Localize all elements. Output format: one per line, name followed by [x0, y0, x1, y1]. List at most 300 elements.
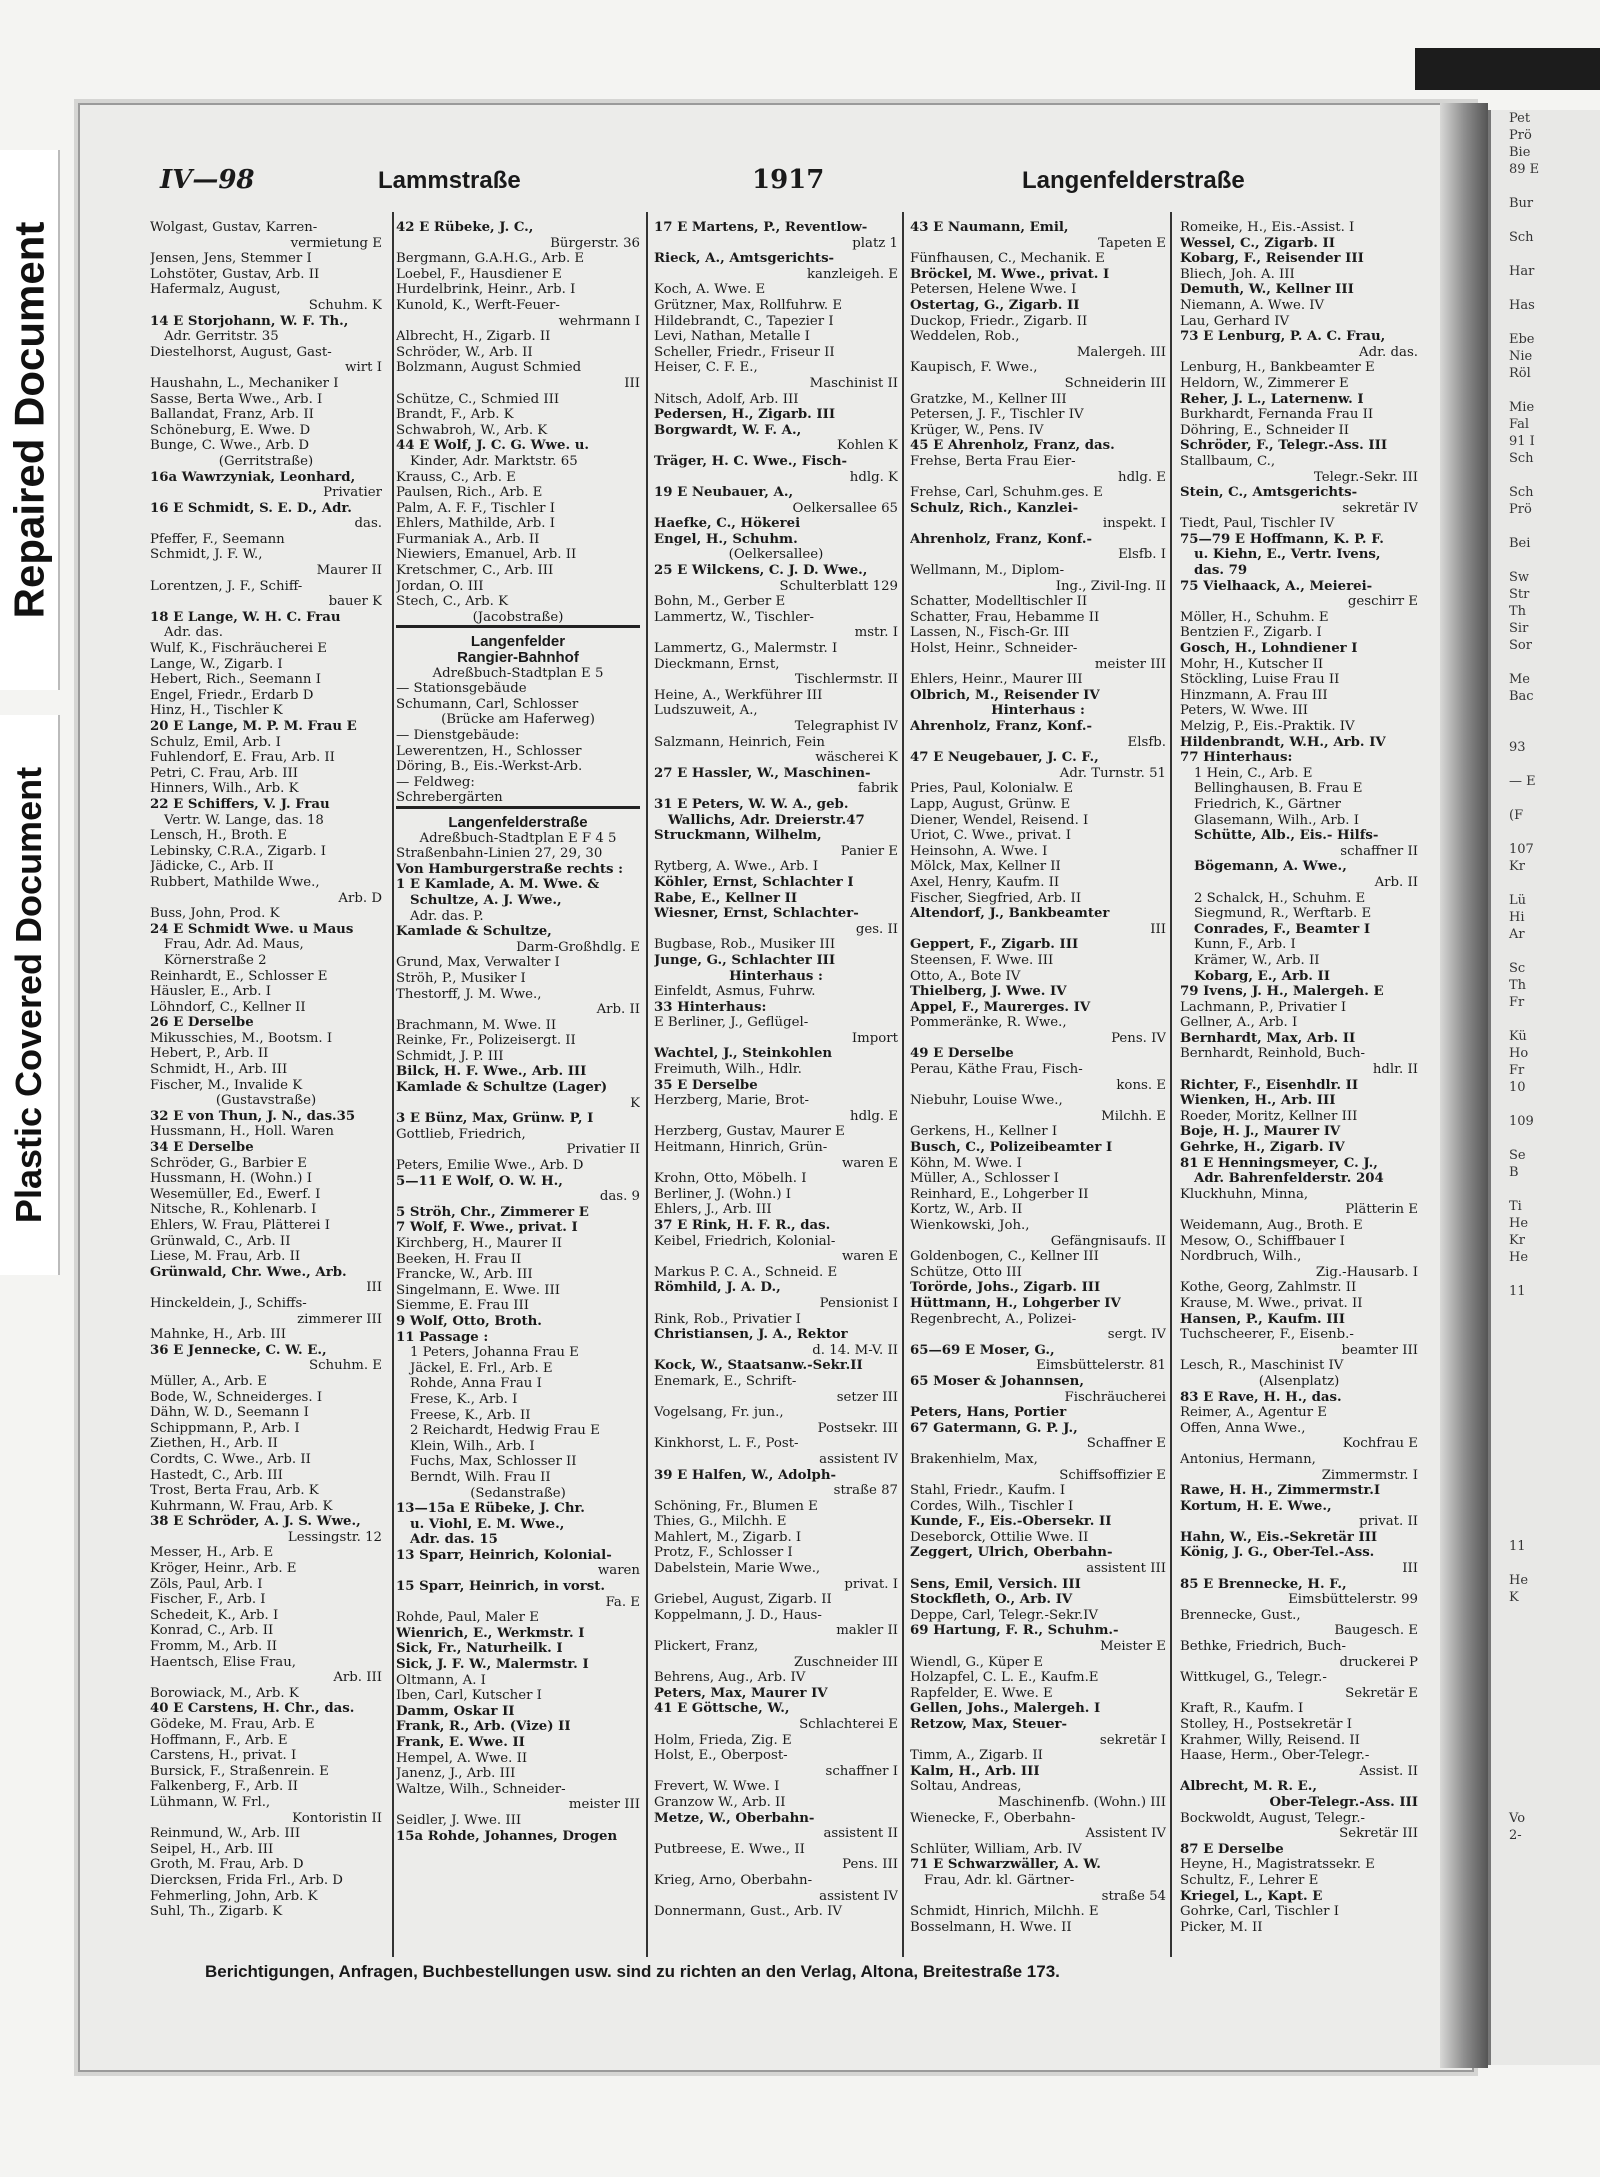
directory-entry: zimmerer III	[297, 1311, 382, 1327]
directory-entry: Malergeh. III	[1076, 344, 1166, 360]
directory-entry: Maschinist II	[809, 375, 898, 391]
next-page-fragment: Pet	[1509, 111, 1531, 126]
directory-entry: Frevert, W. Wwe. I	[654, 1779, 780, 1795]
directory-entry: Freimuth, Wilh., Hdlr.	[654, 1062, 802, 1078]
directory-entry: Hansen, P., Kaufm. III	[1180, 1311, 1345, 1327]
directory-entry: Arb. II	[596, 1002, 640, 1018]
directory-entry: Pommeränke, R. Wwe.,	[910, 1015, 1067, 1031]
directory-entry: Haefke, C., Hökerei	[654, 516, 801, 532]
next-page-fragment	[1491, 1487, 1600, 1504]
directory-entry: Mahnke, H., Arb. III	[150, 1327, 287, 1343]
directory-entry: privat. II	[1359, 1514, 1418, 1530]
next-page-fragment	[1491, 1691, 1600, 1708]
next-page-fragment: K	[1509, 1590, 1519, 1605]
next-page-fragment: Me	[1509, 672, 1531, 687]
directory-entry: Einfeldt, Asmus, Fuhrw.	[654, 984, 816, 1000]
directory-entry: ges. II	[855, 921, 898, 937]
directory-entry: Adr. Gerritstr. 35	[164, 329, 279, 345]
header-year: 1917	[752, 165, 825, 195]
next-page-fragment: He	[1509, 1573, 1529, 1588]
next-page-fragment	[1491, 552, 1600, 569]
directory-entry: Lessingstr. 12	[287, 1529, 382, 1545]
directory-entry: Kinder, Adr. Marktstr. 65	[410, 453, 578, 469]
directory-entry: Scheller, Friedr., Friseur II	[654, 344, 835, 360]
directory-entry: Paulsen, Rich., Arb. E	[396, 485, 543, 501]
next-page-fragment: Lü	[1509, 893, 1527, 908]
directory-entry: 34 E Derselbe	[150, 1140, 254, 1156]
book-gutter	[1440, 103, 1488, 2068]
directory-entry: Berliner, J. (Wohn.) I	[654, 1186, 792, 1202]
directory-entry: Heiser, C. F. E.,	[654, 360, 758, 376]
directory-entry: Stöckling, Luise Frau II	[1180, 672, 1340, 688]
directory-entry: Kortz, W., Arb. II	[910, 1202, 1023, 1218]
next-page-edge	[1488, 110, 1600, 2065]
next-page-fragment	[1491, 246, 1600, 263]
directory-entry: Pens. IV	[1111, 1030, 1166, 1046]
directory-entry: Engel, Friedr., Erdarb D	[150, 687, 314, 703]
directory-entry: Schröder, G., Barbier E	[150, 1155, 308, 1171]
directory-entry: Goldenbogen, C., Kellner III	[910, 1249, 1099, 1265]
directory-entry: Frehse, Berta Frau Eier-	[910, 453, 1076, 469]
next-page-fragment	[1491, 280, 1600, 297]
directory-entry: Kothe, Georg, Zahlmstr. II	[1180, 1280, 1357, 1296]
directory-entry: Tapeten E	[1098, 235, 1166, 251]
directory-entry: Uriot, C. Wwe., privat. I	[910, 828, 1071, 844]
directory-entry: Reinke, Fr., Polizeisergt. II	[396, 1033, 576, 1049]
directory-entry: Arb. D	[338, 890, 382, 906]
directory-entry: Koch, A. Wwe. E	[654, 282, 766, 298]
directory-entry: Reher, J. L., Laternenw. I	[1180, 391, 1364, 407]
directory-entry: Zimmermstr. I	[1321, 1467, 1418, 1483]
directory-entry: 75 Vielhaack, A., Meierei-	[1180, 578, 1373, 594]
next-page-fragment: B	[1509, 1165, 1519, 1180]
directory-entry: Frank, R., Arb. (Vize) II	[396, 1719, 571, 1735]
directory-entry: 32 E von Thun, J. N., das.35	[150, 1108, 356, 1124]
directory-entry: Bentzien F., Zigarb. I	[1180, 625, 1322, 641]
directory-entry: Darm-Großhdlg. E	[516, 939, 640, 955]
directory-entry: III	[624, 375, 640, 391]
directory-entry: Pfeffer, F., Seemann	[150, 531, 285, 547]
directory-entry: Ehlers, J., Arb. III	[654, 1202, 772, 1218]
directory-entry: Stallbaum, C.,	[1180, 453, 1276, 469]
directory-entry: Kobarg, F., Reisender III	[1180, 251, 1364, 267]
directory-entry: Lühmann, W. Frl.,	[150, 1794, 271, 1810]
directory-entry: wehrmann I	[558, 313, 640, 329]
directory-entry: Wiesner, Ernst, Schlachter-	[654, 906, 859, 922]
directory-entry: Heldorn, W., Zimmerer E	[1180, 375, 1349, 391]
directory-entry: Vogelsang, Fr. jun.,	[654, 1405, 784, 1421]
directory-entry: Hinckeldein, J., Schiffs-	[150, 1295, 307, 1311]
next-page-fragment	[1491, 1402, 1600, 1419]
directory-entry: 41 E Göttsche, W.,	[654, 1701, 790, 1717]
directory-entry: Schumann, Carl, Schlosser	[396, 696, 579, 712]
directory-entry: Berndt, Wilh. Frau II	[410, 1469, 551, 1485]
next-page-fragment: Fr	[1509, 1063, 1525, 1078]
directory-entry: Zöls, Paul, Arb. I	[150, 1576, 263, 1592]
directory-entry: 65 Moser & Johannsen,	[910, 1373, 1084, 1389]
next-page-fragment	[1491, 1623, 1600, 1640]
directory-entry: Gefängnisaufs. II	[1050, 1233, 1166, 1249]
directory-entry: 39 E Halfen, W., Adolph-	[654, 1467, 837, 1483]
directory-entry: Groth, M. Frau, Arb. D	[150, 1857, 304, 1873]
directory-entry: Maschinenfb. (Wohn.) III	[998, 1794, 1166, 1810]
directory-entry: — Feldweg:	[396, 774, 475, 790]
next-page-fragment: Sor	[1509, 638, 1532, 653]
directory-entry: Kamlade & Schultze,	[396, 924, 552, 940]
directory-entry: Cordts, C. Wwe., Arb. II	[150, 1451, 311, 1467]
directory-entry: Adreßbuch-Stadtplan E F 4 5	[419, 830, 617, 846]
next-page-fragment: Ebe	[1509, 332, 1535, 347]
directory-entry: Junge, G., Schlachter III	[654, 952, 836, 968]
directory-entry: 2 Reichardt, Hedwig Frau E	[410, 1423, 600, 1439]
directory-entry: 77 Hinterhaus:	[1180, 750, 1293, 766]
directory-entry: 79 Ivens, J. H., Malergeh. E	[1180, 984, 1384, 1000]
directory-entry: Struckmann, Wilhelm,	[654, 828, 822, 844]
directory-entry: Melzig, P., Eis.-Praktik. IV	[1180, 719, 1355, 734]
directory-entry: 16a Wawrzyniak, Leonhard,	[150, 469, 356, 485]
directory-entry: Schuhm. E	[308, 1358, 382, 1374]
next-page-fragment	[1491, 212, 1600, 229]
directory-entry: Schmidt, J. P. III	[396, 1048, 504, 1064]
next-page-fragment	[1491, 722, 1600, 739]
directory-entry: Telegraphist IV	[794, 719, 898, 734]
directory-entry: Borgwardt, W. F. A.,	[654, 422, 802, 438]
directory-entry: Ludszuweit, A.,	[654, 703, 758, 719]
directory-entry: Vertr. W. Lange, das. 18	[164, 812, 324, 828]
directory-entry: — Dienstgebäude:	[396, 728, 520, 743]
directory-entry: Rapfelder, E. Wwe. E	[910, 1685, 1053, 1701]
directory-entry: Damm, Oskar II	[396, 1703, 515, 1719]
directory-entry: 2 Schalck, H., Schuhm. E	[1194, 890, 1366, 906]
directory-entry: Fuhlendorf, E. Frau, Arb. II	[150, 750, 335, 766]
next-page-fragment: Har	[1509, 264, 1535, 279]
directory-entry: K	[630, 1095, 640, 1111]
next-page-fragment: Bac	[1509, 689, 1534, 704]
directory-entry: Herzberg, Gustav, Maurer E	[654, 1124, 845, 1140]
directory-entry: Freese, K., Arb. II	[410, 1407, 531, 1423]
directory-entry: 73 E Lenburg, P. A. C. Frau,	[1180, 329, 1386, 345]
directory-entry: Eimsbüttelerstr. 81	[1036, 1358, 1166, 1374]
next-page-fragment: Röl	[1509, 366, 1531, 381]
directory-entry: Krämer, W., Arb. II	[1194, 952, 1320, 968]
directory-entry: Dabelstein, Marie Wwe.,	[654, 1561, 821, 1577]
section-rule	[396, 625, 640, 634]
next-page-fragment	[1491, 654, 1600, 671]
directory-columns	[150, 220, 1426, 1960]
directory-entry: Bohn, M., Gerber E	[654, 594, 786, 610]
directory-entry: Peters, Max, Maurer IV	[654, 1685, 828, 1701]
next-page-fragment: Se	[1509, 1148, 1526, 1163]
next-page-fragment	[1491, 1130, 1600, 1147]
directory-entry: Hafermalz, August,	[150, 282, 281, 298]
directory-entry: Ehlers, Mathilde, Arb. I	[396, 516, 555, 532]
next-page-fragment	[1491, 756, 1600, 773]
directory-entry: Thestorff, J. M. Wwe.,	[396, 986, 542, 1002]
directory-entry: Geppert, F., Zigarb. III	[910, 937, 1079, 953]
directory-entry: Brennecke, Gust.,	[1180, 1607, 1301, 1623]
directory-entry: Kriegel, L., Kapt. E	[1180, 1888, 1323, 1904]
directory-entry: Liese, M. Frau, Arb. II	[150, 1249, 301, 1265]
directory-entry: Grünwald, C., Arb. II	[150, 1233, 291, 1249]
directory-entry: 18 E Lange, W. H. C. Frau	[150, 609, 341, 625]
publisher-footer: Berichtigungen, Anfragen, Buchbestellungen usw. sind zu richten an den Verlag, Altona, Breitestraße 173.	[205, 1962, 1060, 1981]
directory-entry: Schöneburg, E. Wwe. D	[150, 422, 311, 438]
directory-entry: Lohstöter, Gustav, Arb. II	[150, 266, 320, 282]
directory-entry: Ströh, P., Musiker I	[396, 970, 526, 986]
directory-entry: 17 E Martens, P., Reventlow-	[654, 220, 868, 235]
directory-entry: Schütte, Alb., Eis.- Hilfs-	[1194, 828, 1379, 844]
directory-entry: 1 E Kamlade, A. M. Wwe. &	[396, 877, 600, 893]
directory-entry: Tiedt, Paul, Tischler IV	[1180, 516, 1335, 532]
directory-entry: 69 Hartung, F. R., Schuhm.-	[910, 1623, 1119, 1639]
directory-entry: Schulterblatt 129	[779, 578, 898, 594]
directory-entry: Bernhardt, Reinhold, Buch-	[1180, 1046, 1366, 1062]
directory-entry: 67 Gatermann, G. P. J.,	[910, 1420, 1078, 1436]
directory-entry: 35 E Derselbe	[654, 1077, 758, 1093]
directory-entry: Oelkersallee 65	[792, 500, 898, 516]
directory-entry: Träger, H. C. Wwe., Fisch-	[654, 453, 848, 469]
directory-entry: 71 E Schwarzwäller, A. W.	[910, 1857, 1101, 1873]
directory-entry: Steensen, F. Wwe. III	[910, 952, 1054, 968]
directory-entry: Krieg, Arno, Oberbahn-	[654, 1872, 813, 1888]
directory-entry: Wittkugel, G., Telegr.-	[1180, 1670, 1327, 1686]
directory-entry: Tischlermstr. II	[794, 672, 898, 688]
next-page-fragment	[1491, 790, 1600, 807]
directory-entry: Kunn, F., Arb. I	[1194, 937, 1296, 953]
directory-entry: Hinzmann, A. Frau III	[1180, 687, 1328, 703]
directory-entry: Schultz, F., Lehrer E	[1180, 1872, 1319, 1888]
directory-entry: Bellinghausen, B. Frau E	[1194, 781, 1363, 797]
directory-entry: Lassen, N., Fisch-Gr. III	[910, 625, 1070, 641]
directory-entry: Pedersen, H., Zigarb. III	[654, 407, 836, 423]
directory-entry: Schiffsoffizier E	[1059, 1467, 1166, 1483]
section-heading: Langenfelderstraße	[448, 814, 588, 831]
directory-entry: Messer, H., Arb. E	[150, 1545, 274, 1561]
next-page-fragment: 109	[1509, 1114, 1534, 1129]
directory-entry: waren	[597, 1563, 640, 1579]
directory-entry: Haentsch, Elise Frau,	[150, 1654, 297, 1670]
directory-entry: hdlg. E	[1118, 469, 1166, 485]
directory-entry: Ahrenholz, Franz, Konf.-	[910, 719, 1093, 734]
directory-entry: Schmidt, H., Arb. III	[150, 1062, 288, 1078]
directory-entry: Schippmann, P., Arb. I	[150, 1420, 300, 1436]
directory-entry: Kluckhuhn, Minna,	[1180, 1186, 1309, 1202]
directory-entry: Lapp, August, Grünw. E	[910, 796, 1071, 812]
directory-entry: Herzberg, Marie, Brot-	[654, 1093, 809, 1109]
directory-entry: Fromm, M., Arb. II	[150, 1639, 277, 1655]
directory-entry: Ahrenholz, Franz, Konf.-	[910, 531, 1093, 547]
directory-entry: Adr. Bahrenfelderstr. 204	[1194, 1171, 1384, 1187]
next-page-fragment	[1491, 1708, 1600, 1725]
directory-entry: Zuschneider III	[793, 1654, 898, 1670]
directory-entry: Kontoristin II	[292, 1810, 382, 1826]
next-page-fragment: He	[1509, 1250, 1529, 1265]
directory-entry: Jordan, O. III	[396, 578, 484, 594]
next-page-fragment: Sir	[1509, 621, 1529, 636]
directory-entry: Kunold, K., Werft-Feuer-	[396, 297, 560, 313]
directory-entry: Hüttmann, H., Lohgerber IV	[910, 1295, 1121, 1311]
directory-entry: Furmaniak A., Arb. II	[396, 531, 540, 547]
next-page-fragment: 10	[1509, 1080, 1526, 1095]
directory-entry: Baugesch. E	[1334, 1623, 1418, 1639]
directory-entry: Duckop, Friedr., Zigarb. II	[910, 313, 1088, 329]
next-page-fragment: Sc	[1509, 961, 1526, 976]
directory-entry: Schneiderin III	[1064, 375, 1166, 391]
directory-entry: Wolgast, Gustav, Karren-	[150, 220, 318, 235]
directory-entry: Frau, Adr. Ad. Maus,	[164, 937, 304, 953]
directory-entry: Heine, A., Werkführer III	[654, 687, 823, 703]
directory-entry: Fischer, F., Arb. I	[150, 1592, 266, 1608]
next-page-fragment: Th	[1509, 604, 1527, 619]
directory-entry: Milchh. E	[1101, 1108, 1166, 1124]
directory-entry: Nitsche, R., Kohlenarb. I	[150, 1202, 317, 1218]
directory-entry: Siemme, E. Frau III	[396, 1298, 529, 1314]
next-page-fragment: Bur	[1509, 196, 1534, 211]
next-page-fragment	[1491, 314, 1600, 331]
next-page-fragment	[1491, 1419, 1600, 1436]
directory-entry: Niewiers, Emanuel, Arb. II	[396, 547, 577, 563]
directory-entry: Kock, W., Staatsanw.-Sekr.II	[654, 1358, 863, 1374]
directory-entry: Zig.-Hausarb. I	[1315, 1264, 1418, 1280]
directory-entry: Picker, M. II	[1180, 1919, 1263, 1935]
directory-entry: meister III	[568, 1797, 640, 1813]
directory-entry: setzer III	[836, 1389, 898, 1405]
directory-entry: Kochfrau E	[1342, 1436, 1418, 1452]
directory-entry: Francke, W., Arb. III	[396, 1267, 533, 1283]
directory-entry: Sick, Fr., Naturheilk. I	[396, 1641, 563, 1657]
directory-entry: kons. E	[1116, 1077, 1166, 1093]
next-page-fragment	[1491, 1385, 1600, 1402]
directory-entry: Gohrke, Carl, Tischler I	[1180, 1904, 1340, 1920]
directory-entry: hdlg. E	[850, 1108, 898, 1124]
directory-entry: schaffner I	[825, 1763, 898, 1779]
directory-entry: Falkenberg, F., Arb. II	[150, 1779, 298, 1795]
next-page-fragment: Ar	[1509, 927, 1525, 942]
directory-entry: Olbrich, M., Reisender IV	[910, 687, 1100, 703]
directory-entry: 81 E Henningsmeyer, C. J.,	[1180, 1155, 1378, 1171]
directory-entry: geschirr E	[1347, 594, 1418, 610]
directory-entry: 15 Sparr, Heinrich, in vorst.	[396, 1579, 605, 1595]
directory-entry: straße 87	[833, 1483, 898, 1499]
directory-entry: Brandt, F., Arb. K	[396, 407, 514, 423]
directory-entry: Reinhardt, E., Schlosser E	[150, 968, 328, 984]
next-page-fragment: Th	[1509, 978, 1527, 993]
directory-entry: makler II	[836, 1623, 898, 1639]
next-page-fragment: 11	[1509, 1284, 1526, 1299]
directory-entry: Wachtel, J., Steinkohlen	[654, 1046, 833, 1062]
directory-entry: Christiansen, J. A., Rektor	[654, 1327, 848, 1343]
directory-entry: Pens. III	[842, 1857, 898, 1873]
directory-entry: Gratzke, M., Kellner III	[910, 391, 1067, 407]
directory-entry: Tuchscheerer, F., Eisenb.-	[1180, 1327, 1354, 1343]
next-page-fragment	[1491, 1521, 1600, 1538]
directory-entry: Seipel, H., Arb. III	[150, 1841, 274, 1857]
next-page-fragment	[1491, 1725, 1600, 1742]
directory-entry: Grünwald, Chr. Wwe., Arb.	[150, 1264, 347, 1280]
directory-entry: Haase, Herm., Ober-Telegr.-	[1180, 1748, 1370, 1764]
directory-entry: Janenz, J., Arb. III	[396, 1766, 516, 1782]
directory-entry: Kirchberg, H., Maurer II	[396, 1236, 562, 1251]
directory-entry: Bilck, H. F. Wwe., Arb. III	[396, 1064, 587, 1080]
directory-entry: Reinmund, W., Arb. III	[150, 1826, 301, 1842]
next-page-fragment	[1491, 1300, 1600, 1317]
directory-column-3	[654, 220, 898, 1960]
next-page-fragment	[1491, 467, 1600, 484]
directory-entry: Antonius, Hermann,	[1180, 1451, 1316, 1467]
directory-entry: 31 E Peters, W. W. A., geb.	[654, 796, 849, 812]
directory-entry: Schütze, Otto III	[910, 1264, 1022, 1280]
directory-entry: Jäckel, E. Frl., Arb. E	[410, 1360, 553, 1376]
directory-entry: 83 E Rave, H. H., das.	[1180, 1389, 1342, 1405]
directory-entry: 9 Wolf, Otto, Broth.	[396, 1313, 542, 1329]
directory-entry: 11 Passage :	[396, 1329, 489, 1345]
directory-entry: Diercksen, Frida Frl., Arb. D	[150, 1872, 343, 1888]
directory-entry: 3 E Bünz, Max, Grünw. P, I	[396, 1111, 594, 1127]
directory-entry: Bunge, C. Wwe., Arb. D	[150, 438, 310, 454]
directory-entry: Buss, John, Prod. K	[150, 906, 280, 922]
next-page-fragment	[1491, 1096, 1600, 1113]
directory-entry: 27 E Hassler, W., Maschinen-	[654, 765, 871, 781]
directory-entry: Schmidt, J. F. W.,	[150, 547, 263, 563]
directory-entry: Lebinsky, C.R.A., Zigarb. I	[150, 843, 327, 859]
directory-entry: Fischer, Siegfried, Arb. II	[910, 890, 1082, 906]
directory-entry: Demuth, W., Kellner III	[1180, 282, 1354, 298]
directory-entry: Assist. II	[1359, 1763, 1418, 1779]
directory-entry: Schröder, F., Telegr.-Ass. III	[1180, 438, 1388, 454]
next-page-fragment	[1491, 1436, 1600, 1453]
directory-entry: Wesemüller, Ed., Ewerf. I	[150, 1186, 321, 1202]
directory-entry: Fünfhausen, C., Mechanik. E	[910, 251, 1105, 267]
next-page-fragment	[1491, 1470, 1600, 1487]
directory-entry: Putbreese, E. Wwe., II	[654, 1841, 805, 1857]
directory-entry: Mesow, O., Schiffbauer I	[1180, 1233, 1345, 1249]
section-heading: Rangier-Bahnhof	[457, 650, 579, 666]
next-page-fragment	[1491, 1640, 1600, 1657]
directory-entry: Ziethen, H., Arb. II	[150, 1436, 278, 1452]
directory-entry: assistent II	[823, 1826, 898, 1842]
next-page-fragment	[1491, 1181, 1600, 1198]
directory-entry: Lammertz, W., Tischler-	[654, 609, 814, 625]
next-page-fragment	[1491, 1266, 1600, 1283]
next-page-fragment	[1491, 1317, 1600, 1334]
directory-entry: Wienkowski, Joh.,	[910, 1218, 1030, 1233]
directory-entry: u. Kiehn, E., Vertr. Ivens,	[1194, 547, 1381, 563]
directory-entry: Hastedt, C., Arb. III	[150, 1467, 283, 1483]
directory-entry: Bugbase, Rob., Musiker III	[654, 937, 836, 953]
directory-entry: 42 E Rübeke, J. C.,	[396, 220, 534, 235]
next-page-fragment: Prö	[1509, 502, 1532, 517]
directory-entry: Torörde, Johs., Zigarb. III	[910, 1280, 1101, 1296]
next-page-fragment	[1491, 518, 1600, 535]
directory-entry: Axel, Henry, Kaufm. II	[910, 874, 1060, 890]
next-page-fragment: 91 I	[1509, 434, 1535, 449]
directory-entry: vermietung E	[290, 235, 382, 251]
directory-entry: Keibel, Friedrich, Kolonial-	[654, 1233, 836, 1249]
directory-entry: Deppe, Carl, Telegr.-Sekr.IV	[910, 1607, 1099, 1623]
directory-entry: Kröger, Heinr., Arb. E	[150, 1561, 297, 1577]
directory-entry: Adr. das.	[164, 625, 223, 641]
directory-entry: Plickert, Franz,	[654, 1639, 759, 1655]
directory-entry: Zeggert, Ulrich, Oberbahn-	[910, 1545, 1113, 1561]
next-page-fragment: Bei	[1509, 536, 1531, 551]
directory-entry: Bosselmann, H. Wwe. II	[910, 1919, 1072, 1935]
directory-entry: Offen, Anna Wwe.,	[1180, 1420, 1306, 1436]
directory-entry: König, J. G., Ober-Tel.-Ass.	[1180, 1545, 1375, 1561]
directory-entry: Roeder, Moritz, Kellner III	[1180, 1108, 1358, 1124]
directory-entry: Wienrich, E., Werkmstr. I	[396, 1625, 585, 1641]
directory-entry: Metze, W., Oberbahn-	[654, 1810, 815, 1826]
directory-entry: Enemark, E., Schrift-	[654, 1373, 797, 1389]
